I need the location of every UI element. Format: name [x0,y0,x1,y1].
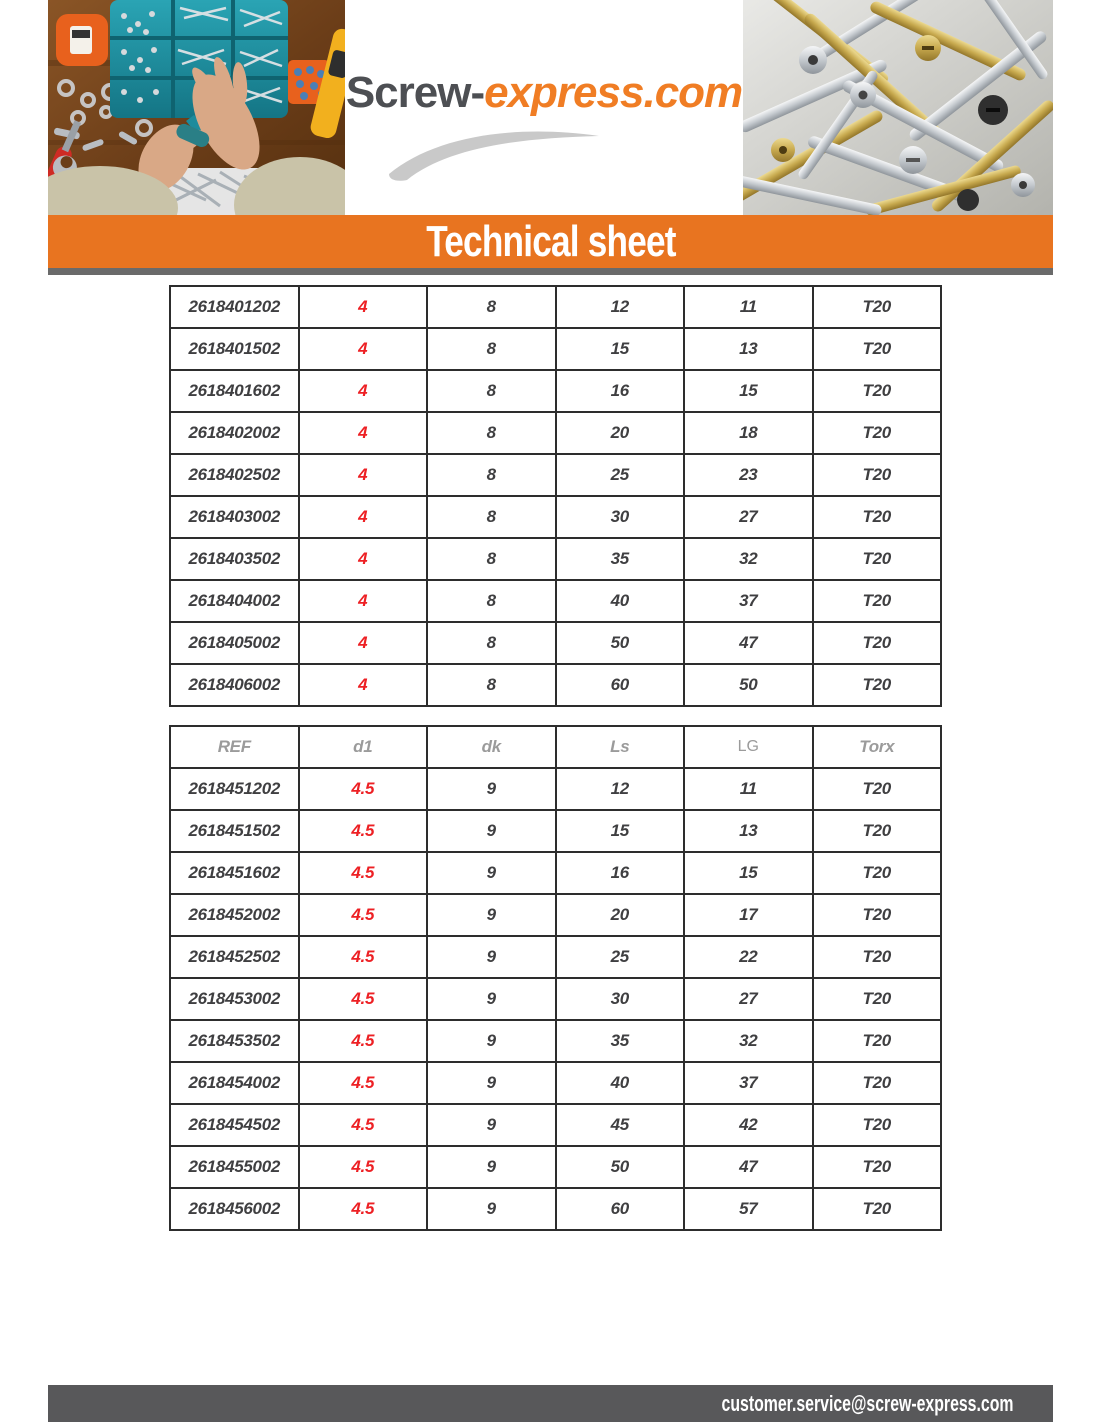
value-cell: 50 [556,622,685,664]
value-cell: 15 [684,370,813,412]
ref-cell: 2618451502 [170,810,299,852]
ref-cell: 2618451202 [170,768,299,810]
ref-cell: 2618401202 [170,286,299,328]
value-cell: 37 [684,1062,813,1104]
screws-photo [743,0,1053,215]
column-header-ls: Ls [556,726,685,768]
value-cell: 32 [684,538,813,580]
value-cell: 8 [427,622,556,664]
ref-cell: 2618403002 [170,496,299,538]
column-header-ref: REF [170,726,299,768]
value-cell: 47 [684,622,813,664]
value-cell: 18 [684,412,813,454]
value-cell: T20 [813,936,942,978]
value-cell: 60 [556,1188,685,1230]
logo-primary-text: Screw- [345,68,485,117]
value-cell: 25 [556,454,685,496]
table-row [170,894,941,936]
value-cell: T20 [813,622,942,664]
value-cell: 22 [684,936,813,978]
value-cell: T20 [813,664,942,706]
table-row [170,810,941,852]
ref-cell: 2618405002 [170,622,299,664]
value-cell: 8 [427,412,556,454]
table-row [170,496,941,538]
value-cell: 20 [556,894,685,936]
value-cell: 8 [427,328,556,370]
value-cell: 50 [684,664,813,706]
value-cell: 4 [299,454,428,496]
value-cell: 9 [427,810,556,852]
value-cell: 4 [299,370,428,412]
logo-swoosh [385,122,615,182]
value-cell: 30 [556,978,685,1020]
value-cell: 40 [556,1062,685,1104]
ref-cell: 2618402002 [170,412,299,454]
value-cell: 35 [556,1020,685,1062]
value-cell: T20 [813,496,942,538]
value-cell: 4 [299,664,428,706]
ref-cell: 2618406002 [170,664,299,706]
value-cell: 30 [556,496,685,538]
value-cell: 8 [427,496,556,538]
value-cell: 4 [299,286,428,328]
value-cell: 4.5 [299,1146,428,1188]
table-header-row [170,726,941,768]
value-cell: 9 [427,1062,556,1104]
value-cell: T20 [813,412,942,454]
table-row [170,538,941,580]
ref-cell: 2618404002 [170,580,299,622]
value-cell: T20 [813,580,942,622]
value-cell: 17 [684,894,813,936]
table-row [170,454,941,496]
spec-table-d4 [169,285,942,707]
value-cell: T20 [813,1188,942,1230]
value-cell: 11 [684,286,813,328]
logo [345,68,743,118]
ref-cell: 2618401602 [170,370,299,412]
value-cell: 4.5 [299,852,428,894]
value-cell: 4.5 [299,1020,428,1062]
value-cell: 9 [427,1146,556,1188]
value-cell: T20 [813,328,942,370]
value-cell: 4.5 [299,1062,428,1104]
value-cell: 27 [684,496,813,538]
value-cell: 4 [299,496,428,538]
column-header-lg: LG [684,726,813,768]
value-cell: 16 [556,852,685,894]
value-cell: T20 [813,454,942,496]
table-row [170,1188,941,1230]
customer-service-email: customer.service@screw-express.com [721,1390,1013,1416]
ref-cell: 2618453502 [170,1020,299,1062]
value-cell: 4.5 [299,1104,428,1146]
value-cell: 4.5 [299,978,428,1020]
banner-divider [48,268,1053,275]
value-cell: T20 [813,768,942,810]
table-row [170,622,941,664]
table-row [170,412,941,454]
ref-cell: 2618453002 [170,978,299,1020]
technical-sheet-banner [48,215,1053,268]
value-cell: T20 [813,1104,942,1146]
value-cell: 8 [427,664,556,706]
value-cell: 47 [684,1146,813,1188]
value-cell: 9 [427,1104,556,1146]
value-cell: 13 [684,328,813,370]
value-cell: T20 [813,810,942,852]
table-row [170,664,941,706]
value-cell: 15 [684,852,813,894]
value-cell: 9 [427,1020,556,1062]
value-cell: 27 [684,978,813,1020]
value-cell: T20 [813,852,942,894]
value-cell: 8 [427,286,556,328]
table-row [170,1020,941,1062]
value-cell: 4 [299,412,428,454]
workbench-photo [48,0,345,215]
ref-cell: 2618454502 [170,1104,299,1146]
value-cell: 20 [556,412,685,454]
table-row [170,852,941,894]
value-cell: 45 [556,1104,685,1146]
column-header-torx: Torx [813,726,942,768]
value-cell: 4.5 [299,1188,428,1230]
ref-cell: 2618456002 [170,1188,299,1230]
table-row [170,1146,941,1188]
table2-body [170,768,941,1230]
value-cell: 8 [427,454,556,496]
value-cell: 37 [684,580,813,622]
value-cell: 11 [684,768,813,810]
value-cell: 4 [299,328,428,370]
header-logo-area [345,0,743,215]
table-row [170,370,941,412]
value-cell: 9 [427,852,556,894]
value-cell: 35 [556,538,685,580]
value-cell: T20 [813,894,942,936]
ref-cell: 2618402502 [170,454,299,496]
ref-cell: 2618454002 [170,1062,299,1104]
value-cell: 12 [556,286,685,328]
table-row [170,580,941,622]
table-row [170,1104,941,1146]
value-cell: 9 [427,936,556,978]
value-cell: T20 [813,1146,942,1188]
value-cell: 15 [556,328,685,370]
table-row [170,286,941,328]
table1-body [170,286,941,706]
value-cell: 4.5 [299,894,428,936]
value-cell: 8 [427,580,556,622]
value-cell: 25 [556,936,685,978]
value-cell: 16 [556,370,685,412]
value-cell: 8 [427,538,556,580]
ref-cell: 2618452502 [170,936,299,978]
value-cell: 57 [684,1188,813,1230]
value-cell: 32 [684,1020,813,1062]
ref-cell: 2618452002 [170,894,299,936]
value-cell: 13 [684,810,813,852]
ref-cell: 2618401502 [170,328,299,370]
spec-table-d45 [169,725,942,1231]
table-row [170,978,941,1020]
value-cell: 40 [556,580,685,622]
value-cell: 9 [427,768,556,810]
value-cell: T20 [813,978,942,1020]
value-cell: 42 [684,1104,813,1146]
value-cell: 9 [427,894,556,936]
value-cell: 4.5 [299,936,428,978]
value-cell: 50 [556,1146,685,1188]
value-cell: 15 [556,810,685,852]
value-cell: 12 [556,768,685,810]
ref-cell: 2618455002 [170,1146,299,1188]
table-row [170,936,941,978]
value-cell: T20 [813,538,942,580]
value-cell: T20 [813,370,942,412]
value-cell: 4.5 [299,810,428,852]
table-row [170,1062,941,1104]
value-cell: 4 [299,622,428,664]
logo-secondary-text: express.com [484,68,743,117]
column-header-d1: d1 [299,726,428,768]
value-cell: T20 [813,286,942,328]
value-cell: 9 [427,1188,556,1230]
value-cell: 4 [299,538,428,580]
value-cell: 9 [427,978,556,1020]
ref-cell: 2618451602 [170,852,299,894]
value-cell: 23 [684,454,813,496]
value-cell: 8 [427,370,556,412]
value-cell: 4.5 [299,768,428,810]
column-header-dk: dk [427,726,556,768]
footer-bar [48,1385,1053,1422]
value-cell: T20 [813,1020,942,1062]
table-row [170,328,941,370]
table-row [170,768,941,810]
page-title: Technical sheet [425,216,676,266]
value-cell: 4 [299,580,428,622]
value-cell: 60 [556,664,685,706]
ref-cell: 2618403502 [170,538,299,580]
value-cell: T20 [813,1062,942,1104]
